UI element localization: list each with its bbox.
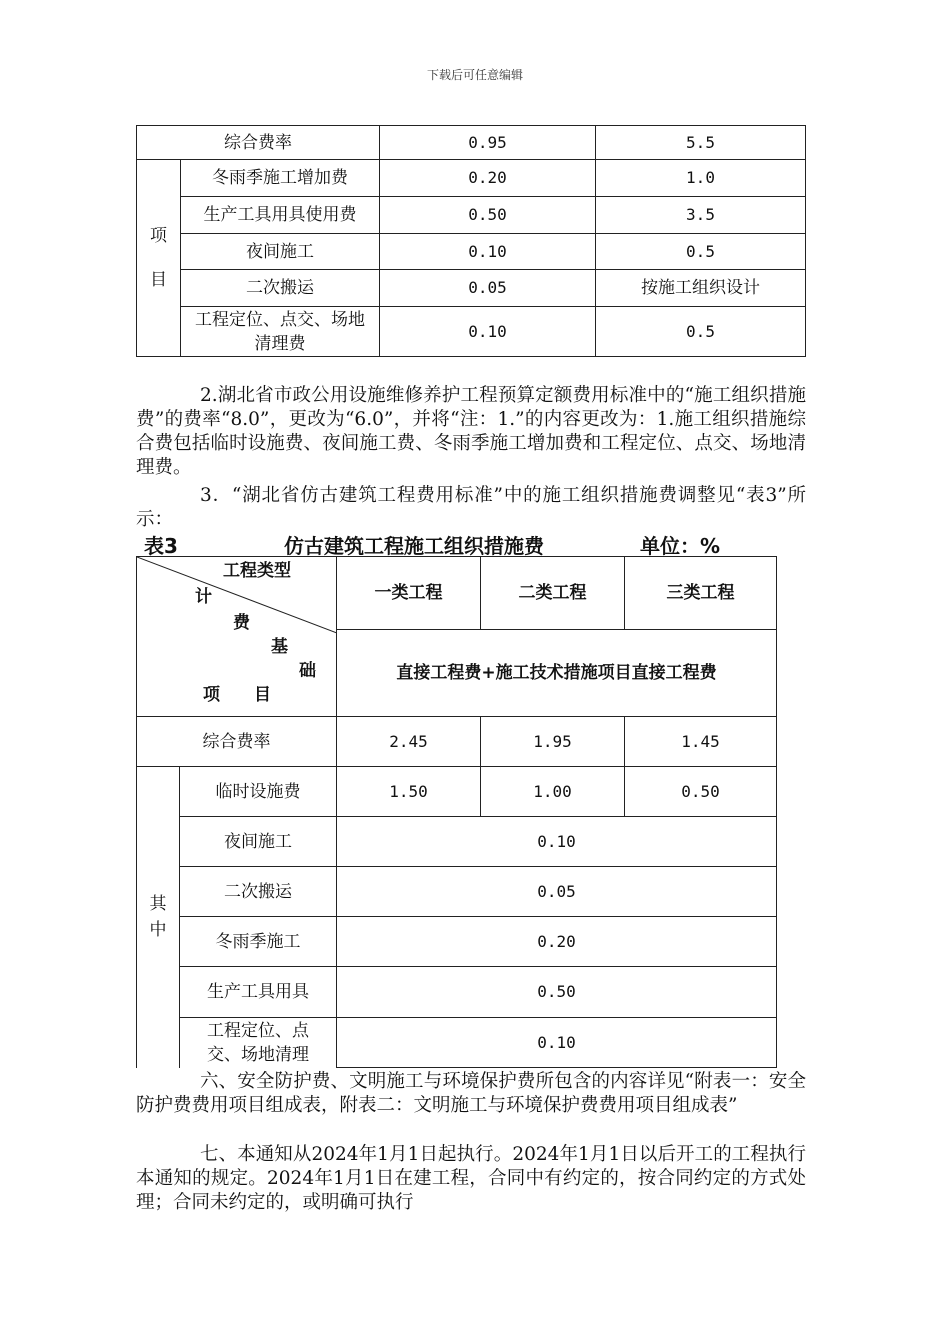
table-number: 表3 xyxy=(144,534,178,558)
table-row xyxy=(137,767,777,817)
cell-value: 0.50 xyxy=(337,967,777,1018)
diagonal-header-cell xyxy=(137,557,337,717)
diag-chu-label: 础 xyxy=(299,661,316,681)
table-row xyxy=(137,817,777,867)
page-header: 下载后可任意编辑 xyxy=(426,68,523,82)
row-label: 冬雨季施工 xyxy=(180,917,337,967)
group-label-item: 项 目 xyxy=(137,160,181,357)
row-label: 二次搬运 xyxy=(180,867,337,917)
diag-type-label: 工程类型 xyxy=(223,561,291,581)
table-row xyxy=(137,867,777,917)
table-row xyxy=(137,234,806,270)
cell-value: 1.45 xyxy=(625,717,777,767)
cell-value: 1.95 xyxy=(481,717,625,767)
cell-value: 0.50 xyxy=(625,767,777,817)
paragraph-2: 2.湖北省市政公用设施维修养护工程预算定额费用标准中的“施工组织措施费”的费率“8.0”，更改为“6.0”，并将“注：1.”的内容更改为：1.施工组织措施综合费包括临时设施费、夜间施工费、冬雨季施工增加费和工程定位、点交、场地清理费。 xyxy=(136,385,806,478)
table-row xyxy=(137,307,806,357)
paragraph-3: 3．“湖北省仿古建筑工程费用标准”中的施工组织措施费调整见“表3”所示： xyxy=(136,485,806,530)
row-label: 临时设施费 xyxy=(180,767,337,817)
cell-value: 0.10 xyxy=(337,817,777,867)
table-unit: 单位：% xyxy=(640,534,721,558)
cell-value: 0.05 xyxy=(380,270,596,307)
table-row xyxy=(137,717,777,767)
table-row xyxy=(137,197,806,234)
row-label: 生产工具用具使用费 xyxy=(181,197,380,234)
row-label: 夜间施工 xyxy=(181,234,380,270)
table-row xyxy=(137,967,777,1018)
row-label: 冬雨季施工增加费 xyxy=(181,160,380,197)
table-row xyxy=(137,160,806,197)
row-label: 工程定位、点交、场地清理 xyxy=(180,1018,337,1068)
table-row xyxy=(137,270,806,307)
table-header-row xyxy=(137,557,777,630)
table-row xyxy=(137,917,777,967)
column-header: 二类工程 xyxy=(481,557,625,630)
cell-value: 1.0 xyxy=(596,160,806,197)
row-label: 综合费率 xyxy=(137,717,337,767)
column-header: 一类工程 xyxy=(337,557,481,630)
cell-value: 2.45 xyxy=(337,717,481,767)
row-label: 生产工具用具 xyxy=(180,967,337,1018)
cell-value: 1.50 xyxy=(337,767,481,817)
cell-value: 0.5 xyxy=(596,234,806,270)
cell-value: 0.20 xyxy=(380,160,596,197)
cell-value: 0.50 xyxy=(380,197,596,234)
fee-rate-table-continued xyxy=(136,125,806,357)
group-label-among: 其 中 xyxy=(137,767,180,1068)
cell-value: 0.10 xyxy=(380,234,596,270)
table-row xyxy=(137,126,806,160)
diag-fei-label: 费 xyxy=(233,613,250,633)
diag-ji-label: 计 xyxy=(195,587,212,607)
cell-value: 3.5 xyxy=(596,197,806,234)
cell-value: 1.00 xyxy=(481,767,625,817)
row-label: 夜间施工 xyxy=(180,817,337,867)
diag-base-label: 基 xyxy=(271,637,288,657)
row-label: 工程定位、点交、场地清理费 xyxy=(181,307,380,357)
cell-value: 按施工组织设计 xyxy=(596,270,806,307)
paragraph-6: 六、安全防护费、文明施工与环境保护费所包含的内容详见“附表一：安全防护费费用项目组成表，附表二：文明施工与环境保护费费用项目组成表” xyxy=(136,1071,806,1116)
row-label: 综合费率 xyxy=(137,126,380,160)
cell-value: 0.05 xyxy=(337,867,777,917)
cell-value: 0.95 xyxy=(380,126,596,160)
table-title: 仿古建筑工程施工组织措施费 xyxy=(284,534,544,558)
cell-value: 0.5 xyxy=(596,307,806,357)
diag-item-label: 项 目 xyxy=(203,685,271,705)
table-row xyxy=(137,1018,777,1068)
basis-cell: 直接工程费+施工技术措施项目直接工程费 xyxy=(337,630,777,717)
antique-building-fee-table xyxy=(136,556,777,1068)
cell-value: 0.10 xyxy=(337,1018,777,1068)
column-header: 三类工程 xyxy=(625,557,777,630)
cell-value: 5.5 xyxy=(596,126,806,160)
cell-value: 0.10 xyxy=(380,307,596,357)
cell-value: 0.20 xyxy=(337,917,777,967)
row-label: 二次搬运 xyxy=(181,270,380,307)
paragraph-7: 七、本通知从2024年1月1日起执行。2024年1月1日以后开工的工程执行本通知的规定。2024年1月1日在建工程，合同中有约定的，按合同约定的方式处理；合同未约定的，或明确可执行 xyxy=(136,1144,806,1213)
